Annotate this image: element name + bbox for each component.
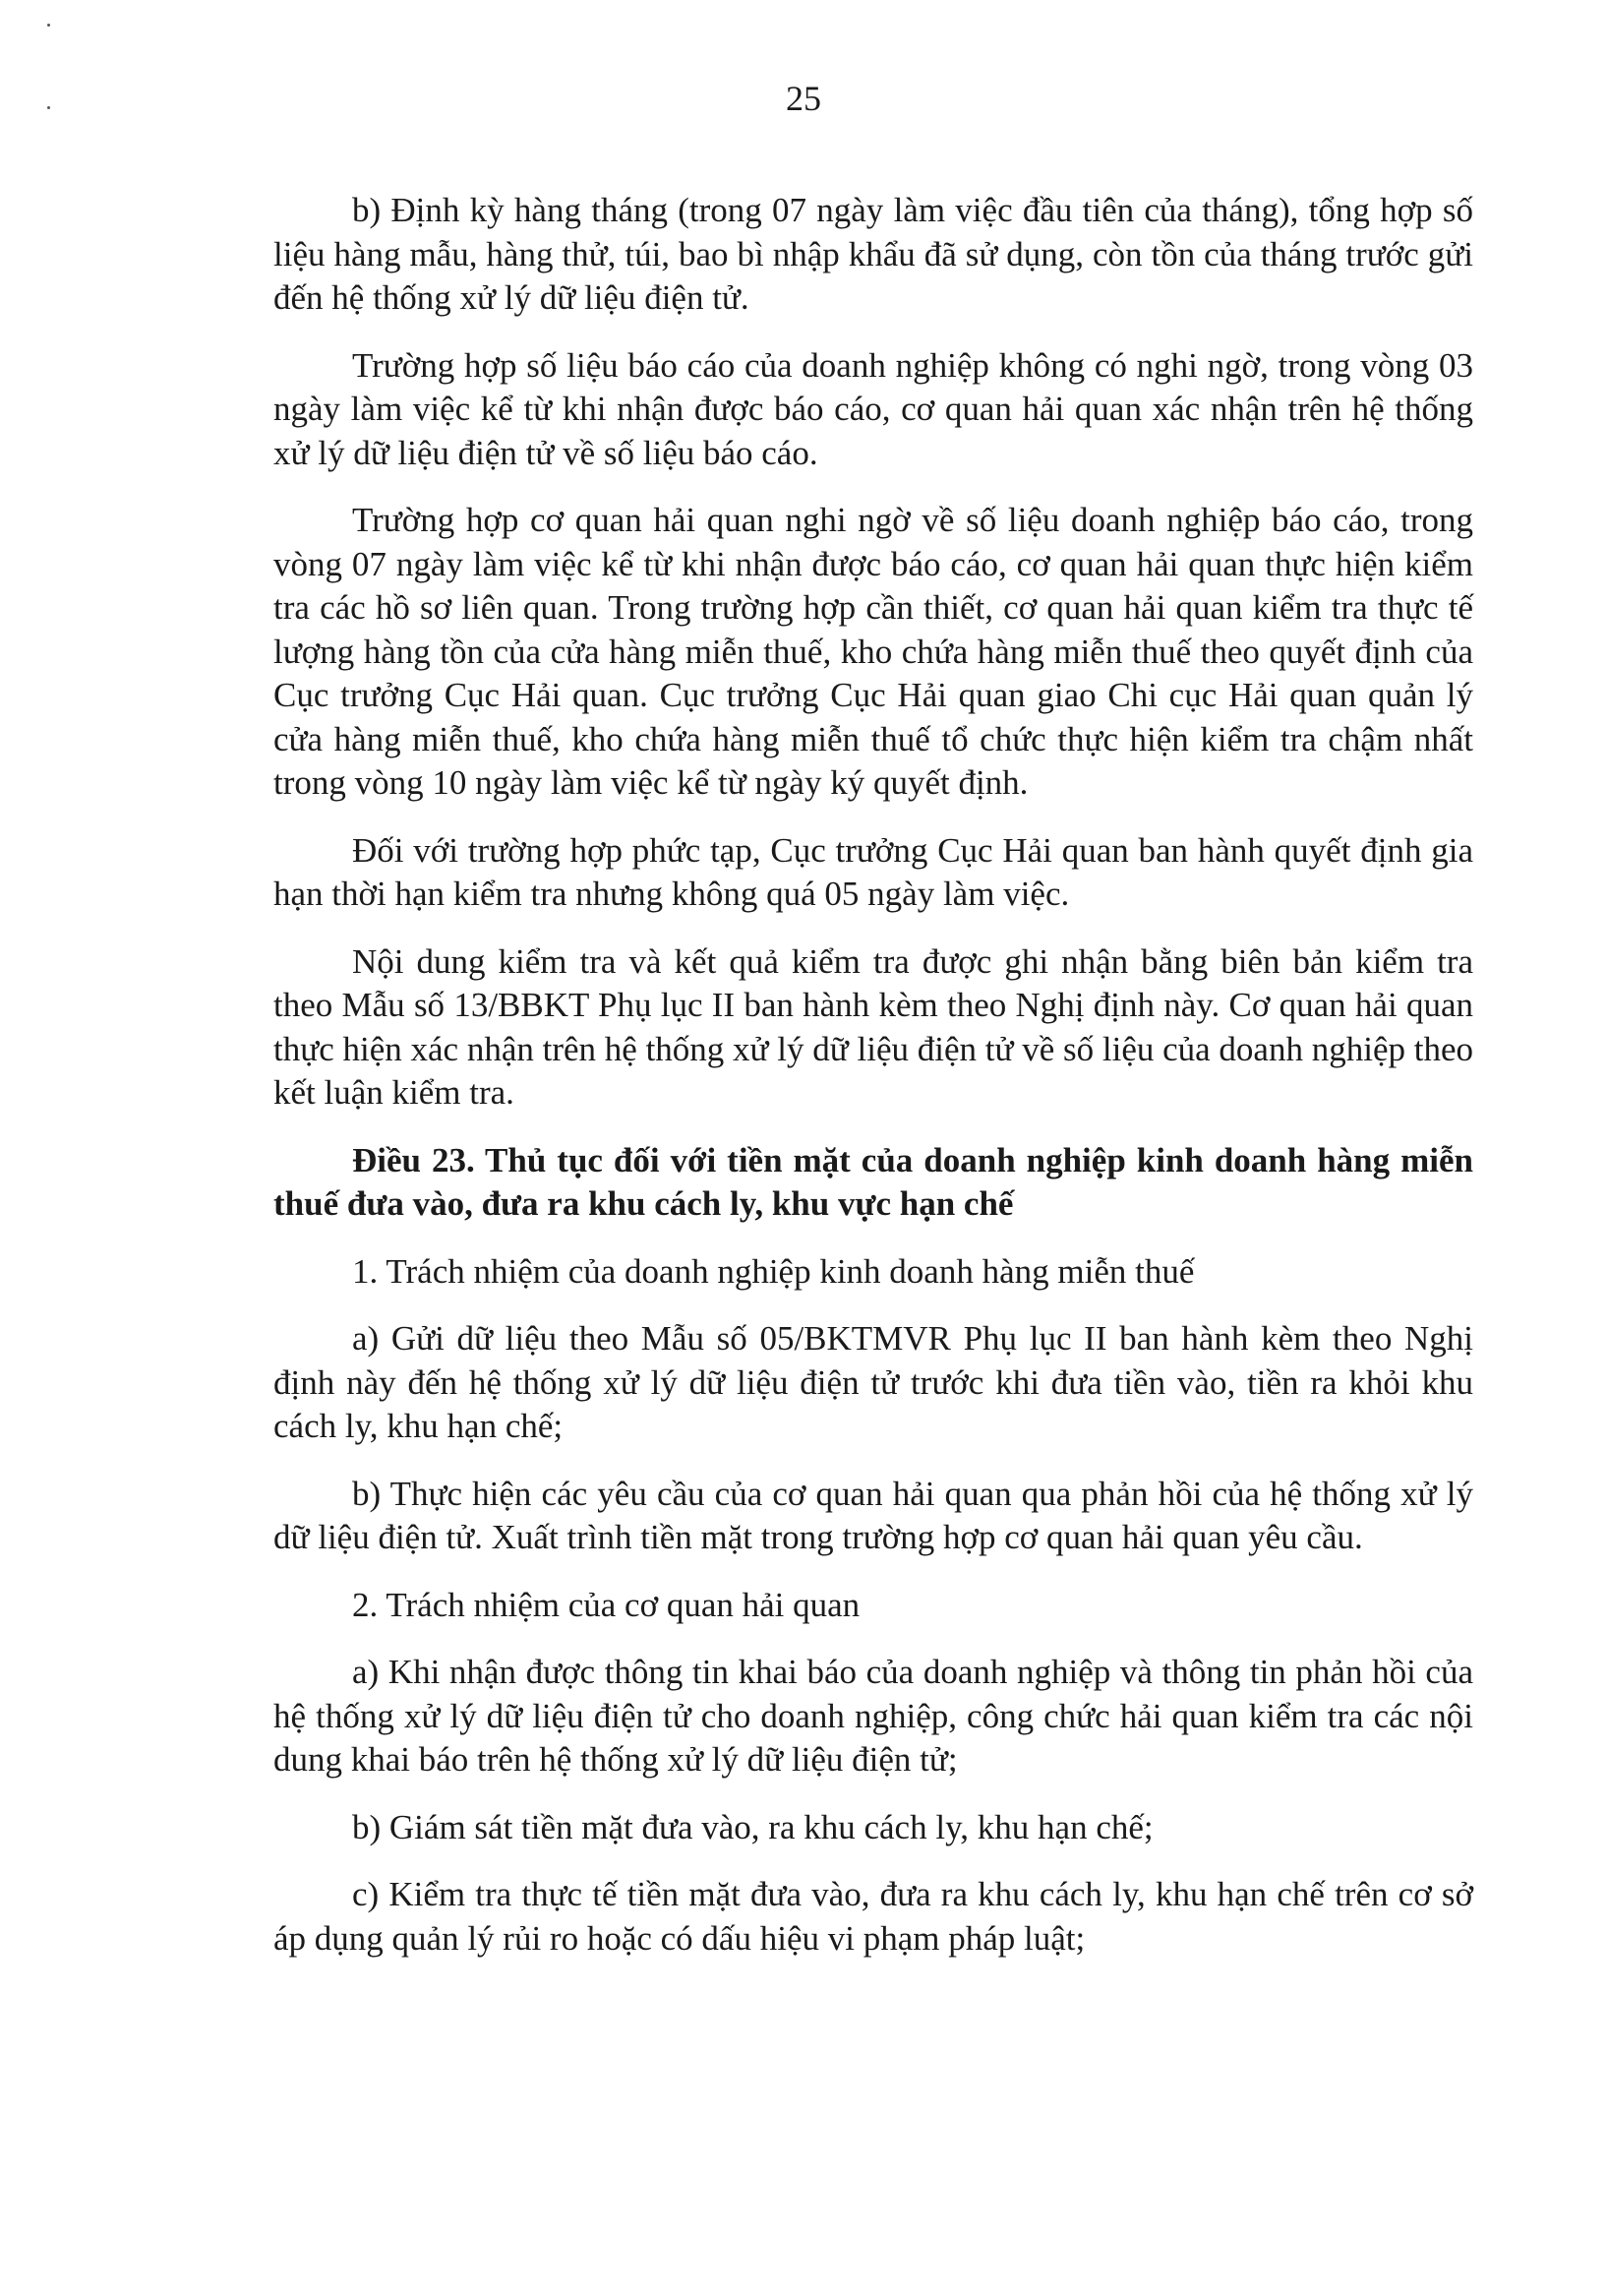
clause-1b: b) Thực hiện các yêu cầu của cơ quan hải quan qua phản hồi của hệ thống xử lý dữ liệu điện tử. Xuất trình tiền mặt trong trường hợp cơ quan hải quan yêu cầu. xyxy=(273,1474,1473,1556)
page-number: 25 xyxy=(786,79,821,118)
clause-2-customs-responsibility: 2. Trách nhiệm của cơ quan hải quan xyxy=(352,1585,861,1624)
clause-1-enterprise-responsibility: 1. Trách nhiệm của doanh nghiệp kinh doanh hàng miễn thuế xyxy=(352,1251,1195,1291)
paragraph-doubt-case: Trường hợp cơ quan hải quan nghi ngờ về số liệu doanh nghiệp báo cáo, trong vòng 07 ngày làm việc kể từ khi nhận được báo cáo, cơ quan hải quan thực hiện kiểm tra các hồ sơ liên quan. Trong trường hợp cần thiết, cơ quan hải quan kiểm tra thực tế lượng hàng tồn của cửa hàng miễn thuế, kho chứa hàng miễn thuế theo quyết định của Cục trưởng Cục Hải quan. Cục trưởng Cục Hải quan giao Chi cục Hải quan quản lý cửa hàng miễn thuế, kho chứa hàng miễn thuế tổ chức thực hiện kiểm tra chậm nhất trong vòng 10 ngày làm việc kể từ ngày ký quyết định. xyxy=(273,501,1473,802)
paragraph-inspection-content: Nội dung kiểm tra và kết quả kiểm tra được ghi nhận bằng biên bản kiểm tra theo Mẫu số 13/BBKT Phụ lục II ban hành kèm theo Nghị định này. Cơ quan hải quan thực hiện xác nhận trên hệ thống xử lý dữ liệu điện tử về số liệu của doanh nghiệp theo kết luận kiểm tra. xyxy=(273,941,1473,1112)
paragraph-complex-case: Đối với trường hợp phức tạp, Cục trưởng Cục Hải quan ban hành quyết định gia hạn thời hạn kiểm tra nhưng không quá 05 ngày làm việc. xyxy=(273,830,1473,913)
clause-2a: a) Khi nhận được thông tin khai báo của doanh nghiệp và thông tin phản hồi của hệ thống xử lý dữ liệu điện tử cho doanh nghiệp, công chức hải quan kiểm tra các nội dung khai báo trên hệ thống xử lý dữ liệu điện tử; xyxy=(273,1653,1473,1779)
scan-speck xyxy=(47,24,50,27)
document-body xyxy=(273,189,1473,1984)
paragraph-monthly-report: b) Định kỳ hàng tháng (trong 07 ngày làm việc đầu tiên của tháng), tổng hợp số liệu hàng mẫu, hàng thử, túi, bao bì nhập khẩu đã sử dụng, còn tồn của tháng trước gửi đến hệ thống xử lý dữ liệu điện tử. xyxy=(273,191,1473,317)
clause-2b: b) Giám sát tiền mặt đưa vào, ra khu cách ly, khu hạn chế; xyxy=(352,1807,1154,1846)
clause-1a: a) Gửi dữ liệu theo Mẫu số 05/BKTMVR Phụ lục II ban hành kèm theo Nghị định này đến hệ thống xử lý dữ liệu điện tử trước khi đưa tiền vào, tiền ra khỏi khu cách ly, khu hạn chế; xyxy=(273,1319,1473,1445)
article-23-heading: Điều 23. Thủ tục đối với tiền mặt của doanh nghiệp kinh doanh hàng miễn thuế đưa vào, đưa ra khu cách ly, khu vực hạn chế xyxy=(273,1140,1473,1223)
clause-2c: c) Kiểm tra thực tế tiền mặt đưa vào, đưa ra khu cách ly, khu hạn chế trên cơ sở áp dụng quản lý rủi ro hoặc có dấu hiệu vi phạm pháp luật; xyxy=(273,1875,1473,1958)
paragraph-no-doubt-case: Trường hợp số liệu báo cáo của doanh nghiệp không có nghi ngờ, trong vòng 03 ngày làm việc kể từ khi nhận được báo cáo, cơ quan hải quan xác nhận trên hệ thống xử lý dữ liệu điện tử về số liệu báo cáo. xyxy=(273,345,1473,472)
